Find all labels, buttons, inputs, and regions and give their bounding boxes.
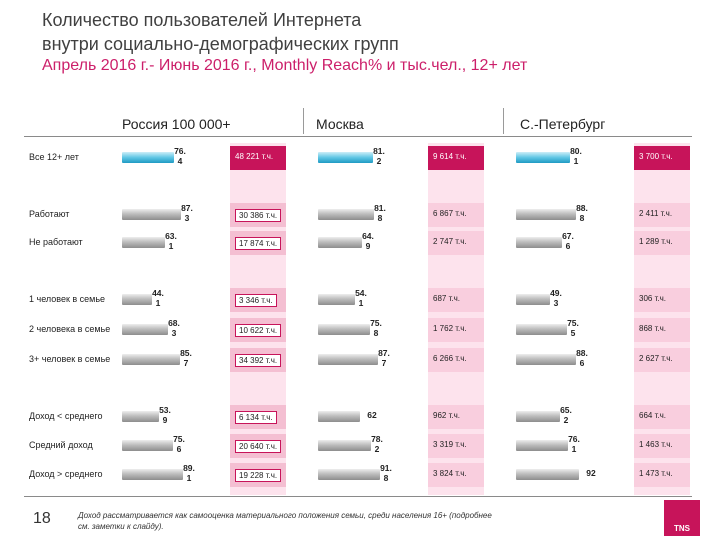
- title-line-2: внутри социально-демографических групп: [42, 34, 399, 54]
- reach-bar: [122, 440, 173, 451]
- thousands-value: 48 221 т.ч.: [235, 152, 274, 161]
- thousands-value: 2 627 т.ч.: [639, 354, 673, 363]
- reach-percent: 62: [367, 410, 377, 420]
- reach-percent: 78. 2: [371, 434, 383, 454]
- reach-bar: [122, 324, 168, 335]
- reach-percent: 75. 5: [567, 318, 579, 338]
- thousands-value: 664 т.ч.: [639, 411, 666, 420]
- header-divider-2: [503, 108, 504, 134]
- thousands-value: 19 228 т.ч.: [235, 469, 281, 482]
- reach-percent: 92: [586, 468, 596, 478]
- reach-percent: 91. 8: [380, 463, 392, 483]
- reach-percent: 88. 6: [576, 348, 588, 368]
- reach-percent: 64. 9: [362, 231, 374, 251]
- reach-bar: [318, 411, 360, 422]
- thousands-value: 6 266 т.ч.: [433, 354, 467, 363]
- thousands-value: 1 289 т.ч.: [639, 237, 673, 246]
- reach-percent: 87. 3: [181, 203, 193, 223]
- thousands-value: 3 700 т.ч.: [639, 152, 673, 161]
- row-label: Работают: [29, 209, 70, 219]
- reach-bar: [318, 237, 362, 248]
- reach-percent: 81. 8: [374, 203, 386, 223]
- reach-percent: 80. 1: [570, 146, 582, 166]
- thousands-value: 2 747 т.ч.: [433, 237, 467, 246]
- reach-percent: 88. 8: [576, 203, 588, 223]
- reach-bar: [318, 440, 371, 451]
- row-label: 2 человека в семье: [29, 324, 111, 334]
- row-label: 1 человек в семье: [29, 294, 106, 304]
- reach-percent: 75. 8: [370, 318, 382, 338]
- reach-bar: [318, 324, 370, 335]
- reach-percent: 76. 4: [174, 146, 186, 166]
- thousands-value: 17 874 т.ч.: [235, 237, 281, 250]
- reach-bar: [122, 237, 165, 248]
- thousands-value: 687 т.ч.: [433, 294, 460, 303]
- reach-bar: [318, 209, 374, 220]
- thousands-value: 20 640 т.ч.: [235, 440, 281, 453]
- thousands-value: 10 622 т.ч.: [235, 324, 281, 337]
- reach-percent: 53. 9: [159, 405, 171, 425]
- column-header-russia: Россия 100 000+: [122, 116, 231, 132]
- page-number: 18: [33, 510, 51, 527]
- reach-bar: [516, 354, 576, 365]
- row-label: Доход > среднего: [29, 469, 103, 479]
- thousands-value: 306 т.ч.: [639, 294, 666, 303]
- column-header-moscow: Москва: [316, 116, 364, 132]
- reach-bar: [516, 440, 568, 451]
- reach-bar: [318, 469, 380, 480]
- reach-bar: [318, 152, 373, 163]
- row-label: Все 12+ лет: [29, 152, 79, 162]
- thousands-value: 34 392 т.ч.: [235, 354, 281, 367]
- reach-bar: [122, 354, 180, 365]
- thousands-value: 2 411 т.ч.: [639, 209, 673, 218]
- reach-percent: 75. 6: [173, 434, 185, 454]
- reach-bar: [516, 237, 562, 248]
- row-label: Доход < среднего: [29, 411, 103, 421]
- subtitle: Апрель 2016 г.- Июнь 2016 г., Monthly Reach% и тыс.чел., 12+ лет: [42, 57, 528, 74]
- reach-bar: [516, 294, 550, 305]
- reach-percent: 54. 1: [355, 288, 367, 308]
- reach-percent: 49. 3: [550, 288, 562, 308]
- reach-percent: 76. 1: [568, 434, 580, 454]
- reach-percent: 67. 6: [562, 231, 574, 251]
- reach-bar: [516, 469, 579, 480]
- thousands-value: 3 346 т.ч.: [235, 294, 277, 307]
- title: [42, 8, 399, 56]
- reach-percent: 87. 7: [378, 348, 390, 368]
- row-label: 3+ человек в семье: [29, 354, 111, 364]
- reach-bar: [122, 152, 174, 163]
- thousands-value: 9 614 т.ч.: [433, 152, 467, 161]
- thousands-value: 868 т.ч.: [639, 324, 666, 333]
- header-divider-1: [303, 108, 304, 134]
- reach-bar: [318, 354, 378, 365]
- table-top-rule: [24, 136, 692, 137]
- column-header-spb: С.-Петербург: [520, 116, 606, 132]
- reach-percent: 65. 2: [560, 405, 572, 425]
- thousands-value: 1 463 т.ч.: [639, 440, 673, 449]
- reach-bar: [516, 411, 560, 422]
- table-bottom-rule: [24, 496, 692, 497]
- reach-bar: [122, 209, 181, 220]
- row-label: Средний доход: [29, 440, 93, 450]
- row-label: Не работают: [29, 237, 83, 247]
- reach-bar: [122, 411, 159, 422]
- footnote: Доход рассматривается как самооценка материального положения семьи, среди населения 16+ (подробнее см. заметки к слайду).: [78, 511, 492, 531]
- title-line-1: Количество пользователей Интернета: [42, 10, 362, 30]
- reach-bar: [516, 152, 570, 163]
- thousands-value: 1 762 т.ч.: [433, 324, 467, 333]
- reach-bar: [516, 324, 567, 335]
- reach-bar: [122, 469, 183, 480]
- reach-percent: 85. 7: [180, 348, 192, 368]
- tns-logo-text: TNS: [674, 524, 690, 533]
- reach-percent: 63. 1: [165, 231, 177, 251]
- thousands-value: 6 867 т.ч.: [433, 209, 467, 218]
- thousands-value: 6 134 т.ч.: [235, 411, 277, 424]
- reach-percent: 68. 3: [168, 318, 180, 338]
- thousands-value: 3 319 т.ч.: [433, 440, 467, 449]
- thousands-value: 962 т.ч.: [433, 411, 460, 420]
- reach-percent: 89. 1: [183, 463, 195, 483]
- reach-percent: 44. 1: [152, 288, 164, 308]
- reach-bar: [318, 294, 355, 305]
- thousands-value: 3 824 т.ч.: [433, 469, 467, 478]
- thousands-value: 30 386 т.ч.: [235, 209, 281, 222]
- thousands-value: 1 473 т.ч.: [639, 469, 673, 478]
- reach-bar: [516, 209, 576, 220]
- reach-percent: 81. 2: [373, 146, 385, 166]
